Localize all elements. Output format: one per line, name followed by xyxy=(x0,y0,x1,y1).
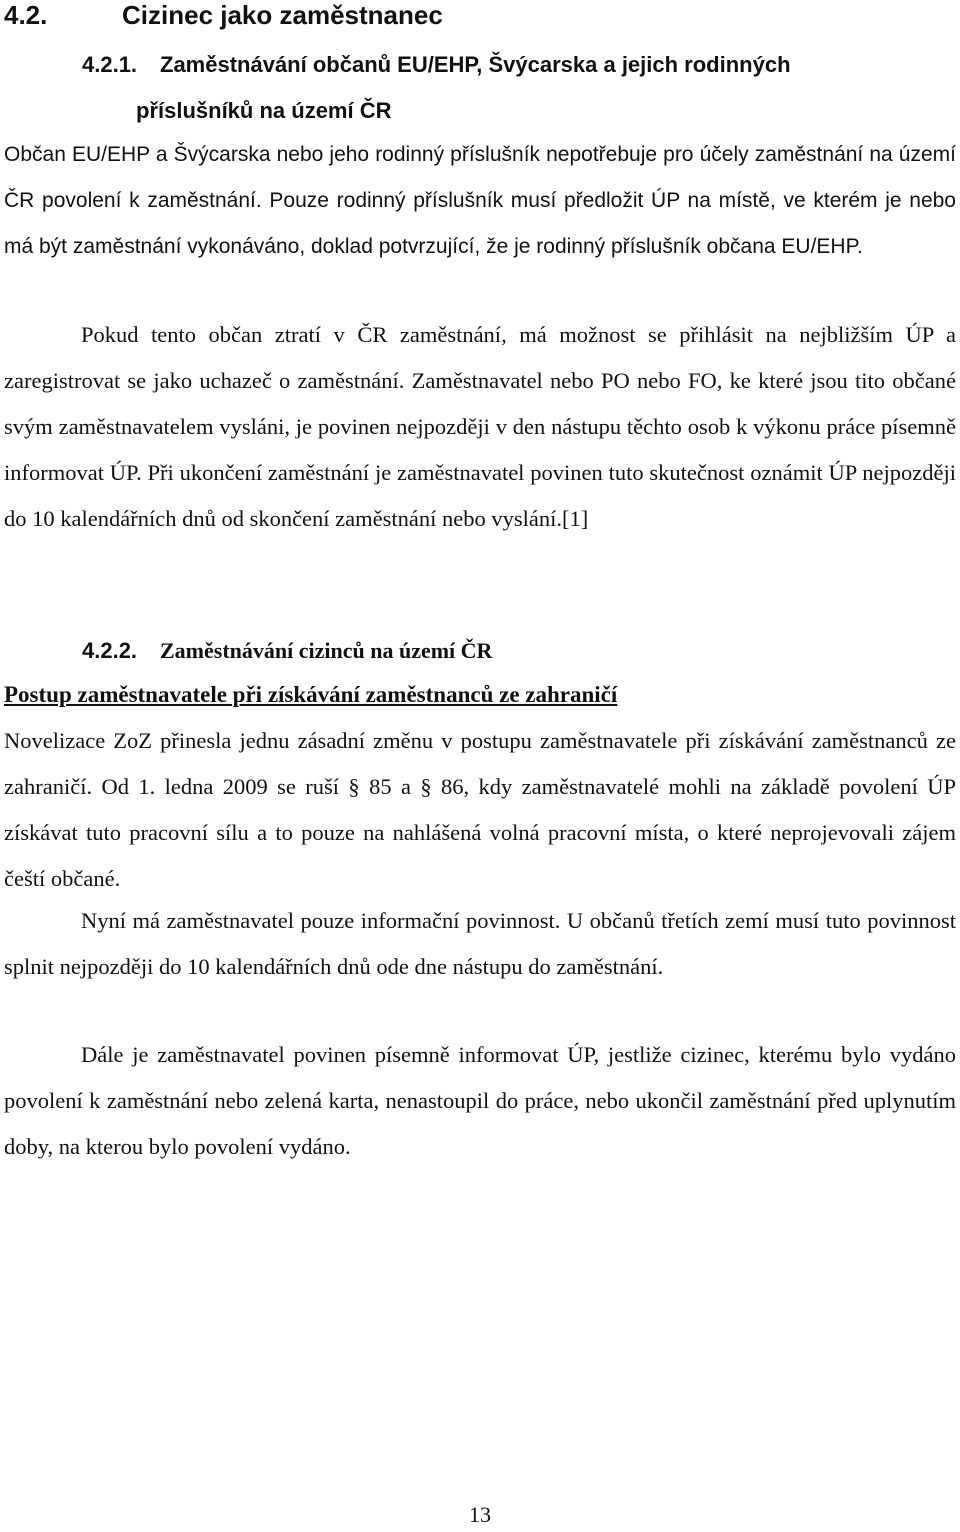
subsection-title-1-line1: Zaměstnávání občanů EU/EHP, Švýcarska a jejich rodinných xyxy=(160,52,791,77)
subsection-title-2: Zaměstnávání cizinců na území ČR xyxy=(160,638,493,663)
subsection-title-1-line2: příslušníků na území ČR xyxy=(136,98,392,123)
subsection-number-2: 4.2.2. xyxy=(82,638,138,663)
subsection-number-1: 4.2.1. xyxy=(82,52,138,77)
paragraph-5: Dále je zaměstnavatel povinen písemně informovat ÚP, jestliže cizinec, kterému bylo vydáno povolení k zaměstnání nebo zelená karta, nenastoupil do práce, nebo ukončil zaměstnání před uplynutím doby, na kterou bylo povolení vydáno. xyxy=(4,1042,956,1159)
page-number: 13 xyxy=(469,1502,491,1527)
section-heading xyxy=(4,0,443,32)
paragraph-2: Pokud tento občan ztratí v ČR zaměstnání, má možnost se přihlásit na nejbližším ÚP a zaregistrovat se jako uchazeč o zaměstnání. Zaměstnavatel nebo PO nebo FO, ke které jsou tito občané svým zaměstnavatelem vysláni, je povinen nejpozději v den nástupu těchto osob k výkonu práce písemně informovat ÚP. Při ukončení zaměstnání je zaměstnavatel povinen tuto skutečnost oznámit ÚP nejpozději do 10 kalendářních dnů od skončení zaměstnání nebo vyslání.[1] xyxy=(4,322,956,531)
paragraph-1: Občan EU/EHP a Švýcarska nebo jeho rodinný příslušník nepotřebuje pro účely zaměstnání na území ČR povolení k zaměstnání. Pouze rodinný příslušník musí předložit ÚP na místě, ve kterém je nebo má být zaměstnání vykonáváno, doklad potvrzující, že je rodinný příslušník občana EU/EHP. xyxy=(4,143,956,258)
section-number: 4.2. xyxy=(4,0,48,30)
subsection-heading-2 xyxy=(82,628,492,674)
paragraph-4: Nyní má zaměstnavatel pouze informační povinnost. U občanů třetích zemí musí tuto povinnost splnit nejpozději do 10 kalendářních dnů ode dne nástupu do zaměstnání. xyxy=(4,908,956,979)
paragraph-3: Novelizace ZoZ přinesla jednu zásadní změnu v postupu zaměstnavatele při získávání zaměstnanců ze zahraničí. Od 1. ledna 2009 se ruší § 85 a § 86, kdy zaměstnavatelé mohli na základě povolení ÚP získávat tuto pracovní sílu a to pouze na nahlášená volná pracovní místa, o které neprojevovali zájem čeští občané. xyxy=(4,728,956,891)
subsection-heading-1 xyxy=(82,42,956,134)
section-title: Cizinec jako zaměstnanec xyxy=(122,0,443,30)
subheading: Postup zaměstnavatele při získávání zaměstnanců ze zahraničí xyxy=(4,682,618,707)
